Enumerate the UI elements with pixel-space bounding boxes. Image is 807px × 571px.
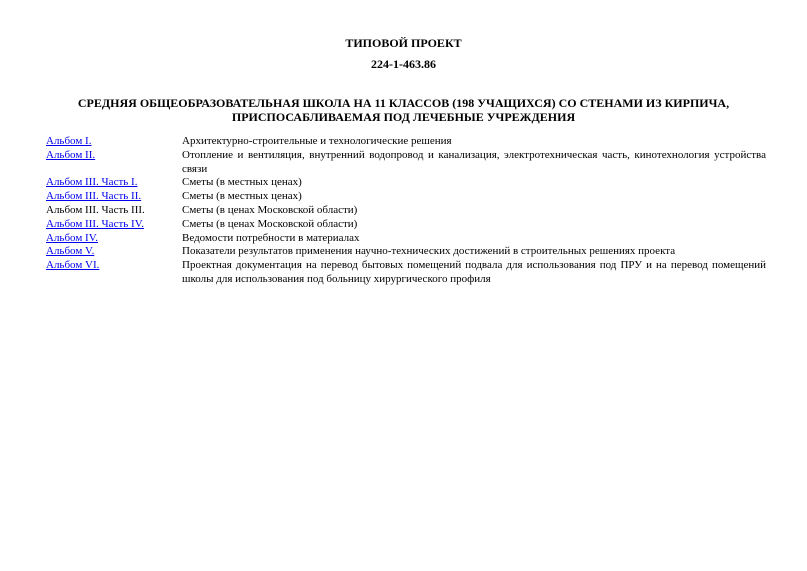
album-link-3-4[interactable]: Альбом III. Часть IV. <box>46 217 144 230</box>
project-title-line-2: ПРИСПОСАБЛИВАЕМАЯ ПОД ЛЕЧЕБНЫЕ УЧРЕЖДЕНИЯ <box>231 110 576 124</box>
album-row-4 <box>46 232 766 246</box>
album-description-3-1: Сметы (в местных ценах) <box>182 176 302 189</box>
album-link-2[interactable]: Альбом II. <box>46 148 96 161</box>
album-label-3-3: Альбом III. Часть III. <box>46 203 145 216</box>
document-type-heading: ТИПОВОЙ ПРОЕКТ <box>345 36 462 50</box>
album-description-6: Проектная документация на перевод бытовых помещений подвала для использования под ПРУ и на перевод помещений школы для использования под больницу хирургического профиля <box>182 259 766 285</box>
album-row-5 <box>46 245 766 259</box>
album-description-3-4: Сметы (в ценах Московской области) <box>182 217 358 230</box>
album-row-3-3 <box>46 204 766 218</box>
project-title-line-1: СРЕДНЯЯ ОБЩЕОБРАЗОВАТЕЛЬНАЯ ШКОЛА НА 11 КЛАССОВ (198 УЧАЩИХСЯ) СО СТЕНАМИ ИЗ КИРПИЧА, <box>77 96 730 110</box>
album-list <box>46 135 766 287</box>
album-row-3-2 <box>46 190 766 204</box>
album-link-4[interactable]: Альбом IV. <box>46 231 98 244</box>
album-row-1 <box>46 135 766 149</box>
project-title <box>0 96 807 124</box>
album-description-1: Архитектурно-строительные и технологические решения <box>182 135 452 147</box>
album-row-3-1 <box>46 176 766 190</box>
album-description-5: Показатели результатов применения научно-технических достижений в строительных решениях проекта <box>182 245 676 258</box>
album-row-3-4 <box>46 218 766 232</box>
album-description-4: Ведомости потребности в материалах <box>182 231 360 244</box>
album-link-6[interactable]: Альбом VI. <box>46 259 100 272</box>
album-description-2: Отопление и вентиляция, внутренний водопровод и канализация, электротехническая часть, кинотехнология устройства связи <box>182 148 766 175</box>
album-link-5[interactable]: Альбом V. <box>46 245 95 258</box>
album-link-3-1[interactable]: Альбом III. Часть I. <box>46 176 138 189</box>
project-number: 224-1-463.86 <box>371 57 436 71</box>
album-description-3-3: Сметы (в ценах Московской области) <box>182 203 358 216</box>
album-link-1[interactable]: Альбом I. <box>46 135 92 147</box>
album-row-2 <box>46 149 766 177</box>
album-row-6 <box>46 259 766 287</box>
album-link-3-2[interactable]: Альбом III. Часть II. <box>46 190 142 203</box>
album-description-3-2: Сметы (в местных ценах) <box>182 190 302 203</box>
